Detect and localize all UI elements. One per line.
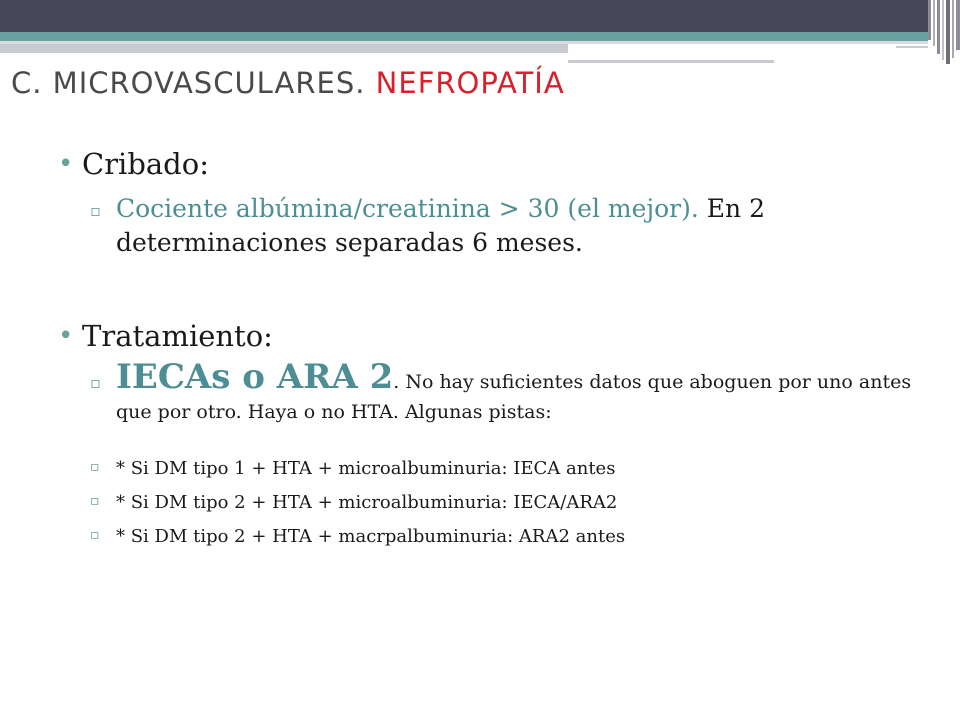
sub-bullet-square-icon: ▫	[90, 459, 100, 475]
bullet-dot-icon: •	[58, 149, 74, 179]
cociente-text: Cociente albúmina/creatinina > 30 (el mejor).	[116, 194, 699, 223]
sub-bullet-square-icon: ▫	[90, 493, 100, 509]
sub-bullet-square-icon: ▫	[90, 373, 101, 392]
header-band	[0, 0, 928, 32]
bullet-dot-icon: •	[58, 321, 74, 351]
sub-bullet-pista-2	[88, 489, 928, 517]
bullet-cribado	[58, 146, 928, 182]
header-grey-line-short	[568, 60, 774, 63]
sub-bullet-pista-3	[88, 523, 928, 551]
header-grey-line-right	[896, 46, 928, 48]
bullet-tratamiento	[58, 318, 928, 354]
header-grey-line	[0, 44, 568, 53]
header-teal-stripe	[0, 32, 928, 41]
slide-content	[58, 146, 928, 551]
pista-text: * Si DM tipo 2 + HTA + macrpalbuminuria: ARA2 antes	[116, 526, 626, 547]
title-prefix: C. MICROVASCULARES.	[11, 66, 366, 100]
sub-bullet-iecas	[88, 357, 928, 427]
iecas-note-text: . No hay suficientes datos que aboguen por uno antes que por otro. Haya o no HTA. Algunas pistas:	[116, 371, 912, 423]
section-heading: Tratamiento:	[82, 319, 273, 353]
sub-bullet-square-icon: ▫	[90, 527, 100, 543]
slide-title	[11, 66, 565, 100]
header-vertical-bars	[928, 0, 960, 64]
determinaciones-text: En 2 determinaciones separadas 6 meses.	[116, 194, 765, 257]
section-heading: Cribado:	[82, 147, 209, 181]
header-white-line	[568, 50, 888, 53]
pista-text: * Si DM tipo 1 + HTA + microalbuminuria: IECA antes	[116, 458, 616, 479]
sub-bullet-cociente	[88, 192, 928, 260]
iecas-text: IECAs o ARA 2	[116, 357, 394, 397]
pista-text: * Si DM tipo 2 + HTA + microalbuminuria: IECA/ARA2	[116, 492, 618, 513]
title-accent: NEFROPATÍA	[375, 66, 565, 100]
sub-bullet-square-icon: ▫	[90, 201, 101, 220]
sub-bullet-pista-1	[88, 455, 928, 483]
